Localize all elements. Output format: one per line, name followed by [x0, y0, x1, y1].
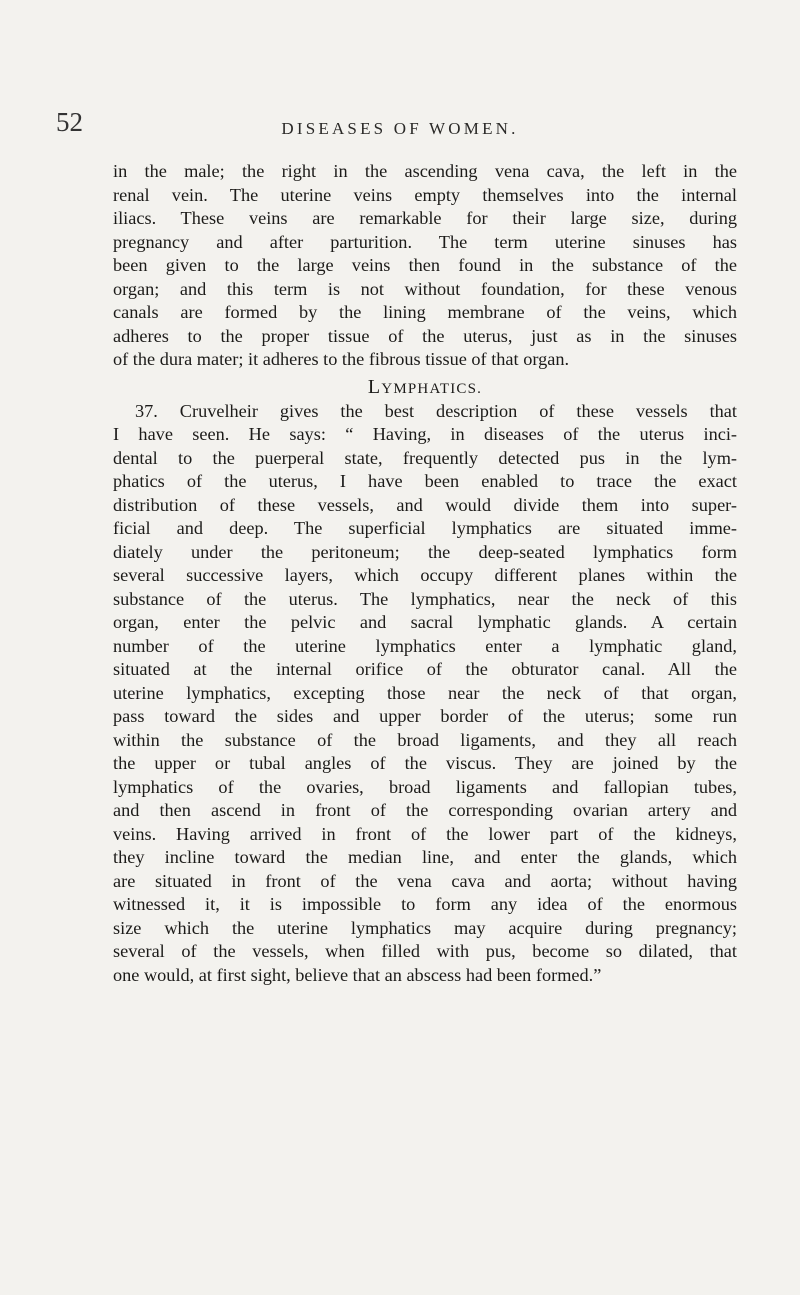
text-line: several successive layers, which occupy different planes within the: [113, 565, 737, 585]
heading-initial: L: [367, 375, 382, 398]
text-line: witnessed it, it is impossible to form any idea of the enormous: [113, 894, 737, 914]
text-line: distribution of these vessels, and would divide them into super-: [113, 494, 737, 515]
paragraph-venous: [113, 160, 737, 372]
text-line: phatics of the uterus, I have been enabled to trace the exact: [113, 471, 737, 491]
page-number: 52: [56, 107, 83, 137]
text-line: they incline toward the median line, and enter the glands, which: [113, 847, 737, 867]
text-line: uterine lymphatics, excepting those near the neck of that organ,: [113, 682, 737, 703]
heading-rest: YMPHATICS.: [381, 380, 483, 397]
text-line: one would, at first sight, believe that an abscess had been formed.”: [113, 964, 602, 985]
text-line: within the substance of the broad ligaments, and they all reach: [113, 729, 737, 750]
text-line: dental to the puerperal state, frequently detected pus in the lym-: [113, 447, 737, 468]
text-line: in the male; the right in the ascending vena cava, the left in the: [113, 161, 737, 181]
text-line: renal vein. The uterine veins empty themselves into the internal: [113, 184, 737, 205]
text-line: veins. Having arrived in front of the lower part of the kidneys,: [113, 823, 737, 844]
page-body: [113, 160, 737, 987]
text-line: and then ascend in front of the corresponding ovarian artery and: [113, 800, 737, 820]
text-line: I have seen. He says: “ Having, in diseases of the uterus inci-: [113, 424, 737, 444]
text-line: 37. Cruvelheir gives the best description of these vessels that: [135, 400, 737, 421]
text-line: of the dura mater; it adheres to the fibrous tissue of that organ.: [113, 349, 570, 369]
text-line: pregnancy and after parturition. The term uterine sinuses has: [113, 231, 737, 252]
section-heading-lymphatics: [113, 374, 737, 400]
running-head: DISEASES OF WOMEN.: [281, 119, 519, 138]
text-line: been given to the large veins then found in the substance of the: [113, 255, 737, 275]
text-line: are situated in front of the vena cava and aorta; without having: [113, 870, 737, 891]
text-line: substance of the uterus. The lymphatics, near the neck of this: [113, 588, 737, 609]
text-line: organ; and this term is not without foundation, for these venous: [113, 278, 737, 299]
text-line: canals are formed by the lining membrane of the veins, which: [113, 302, 737, 322]
text-line: several of the vessels, when filled with pus, become so dilated, that: [113, 941, 737, 961]
text-line: pass toward the sides and upper border of the uterus; some run: [113, 706, 737, 726]
text-line: lymphatics of the ovaries, broad ligaments and fallopian tubes,: [113, 776, 737, 797]
text-line: situated at the internal orifice of the obturator canal. All the: [113, 659, 737, 679]
text-line: adheres to the proper tissue of the uterus, just as in the sinuses: [113, 325, 737, 346]
text-line: diately under the peritoneum; the deep-seated lymphatics form: [113, 541, 737, 562]
text-line: size which the uterine lymphatics may acquire during pregnancy;: [113, 917, 737, 938]
text-line: ficial and deep. The superficial lymphatics are situated imme-: [113, 518, 737, 538]
text-line: number of the uterine lymphatics enter a lymphatic gland,: [113, 635, 737, 656]
paragraph-lymphatics: [113, 400, 737, 988]
text-line: organ, enter the pelvic and sacral lymphatic glands. A certain: [113, 612, 737, 632]
text-line: iliacs. These veins are remarkable for their large size, during: [113, 208, 737, 228]
text-line: the upper or tubal angles of the viscus. They are joined by the: [113, 753, 737, 773]
